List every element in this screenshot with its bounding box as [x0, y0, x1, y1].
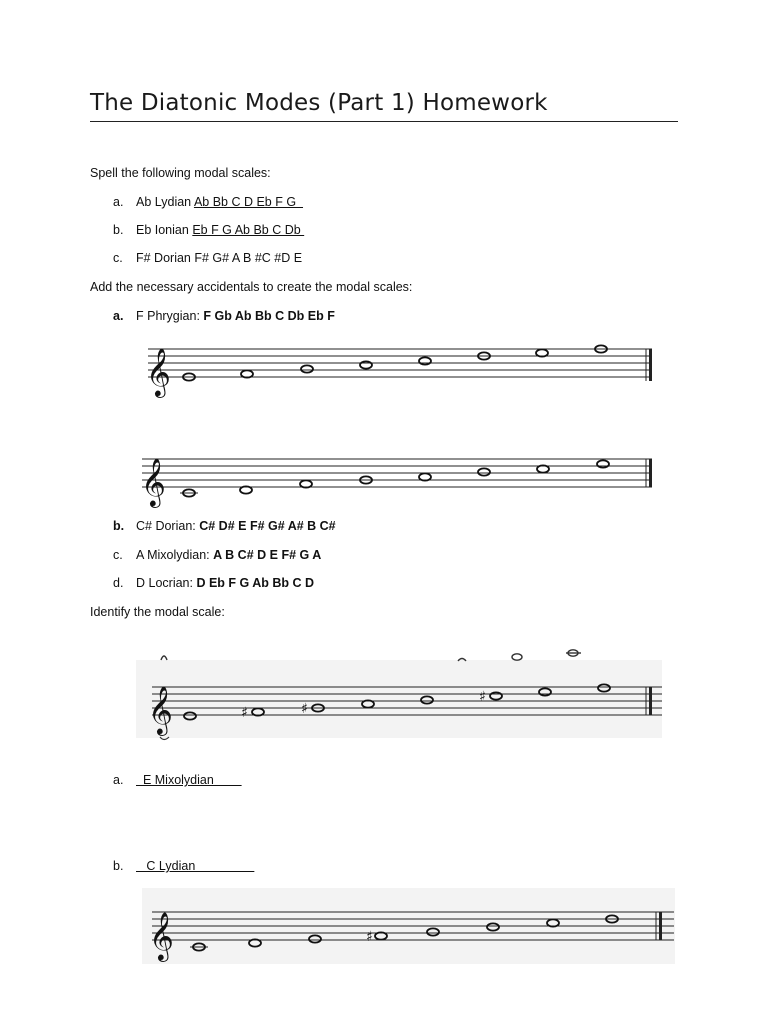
- list-marker: a.: [113, 195, 124, 209]
- page-title: The Diatonic Modes (Part 1) Homework: [90, 90, 548, 116]
- list-marker: a.: [113, 309, 124, 323]
- answer-text: C# D# E F# G# A# B C#: [199, 519, 336, 533]
- section3-prompt: Identify the modal scale:: [90, 605, 225, 619]
- answer-text: F Gb Ab Bb C Db Eb F: [203, 309, 335, 323]
- list-marker: c.: [113, 251, 123, 265]
- mode-name: A Mixolydian:: [136, 548, 210, 562]
- answer-text: F# G# A B #C #D E: [194, 251, 303, 265]
- treble-clef-icon: 𝄞: [146, 347, 171, 396]
- mode-name: Ab Lydian: [136, 195, 192, 209]
- list-marker: c.: [113, 548, 123, 562]
- sharp-icon: ♯: [241, 705, 248, 721]
- answer-text: A B C# D E F# G A: [213, 548, 322, 562]
- list-marker: a.: [113, 773, 124, 787]
- treble-clef-icon: 𝄞: [141, 457, 166, 506]
- sharp-icon: ♯: [479, 689, 486, 705]
- mode-name: D Locrian:: [136, 576, 193, 590]
- list-marker: b.: [113, 223, 124, 237]
- list-marker: b.: [113, 519, 125, 533]
- section2-prompt: Add the necessary accidentals to create the modal scales:: [90, 280, 413, 294]
- answer-text: Eb F G Ab Bb C Db: [192, 223, 305, 237]
- list-marker: b.: [113, 859, 124, 873]
- answer-text: C Lydian: [136, 859, 255, 873]
- mode-name: C# Dorian:: [136, 519, 196, 533]
- section1-prompt: Spell the following modal scales:: [90, 166, 271, 180]
- treble-clef-icon: 𝄞: [149, 911, 174, 960]
- sharp-icon: ♯: [366, 929, 373, 945]
- sharp-icon: ♯: [301, 701, 308, 717]
- mode-name: F# Dorian: [136, 251, 191, 265]
- mode-name: F Phrygian:: [136, 309, 200, 323]
- list-marker: d.: [113, 576, 124, 590]
- mode-name: Eb Ionian: [136, 223, 189, 237]
- answer-text: Ab Bb C D Eb F G: [193, 195, 304, 209]
- answer-text: D Eb F G Ab Bb C D: [196, 576, 315, 590]
- treble-clef-icon: 𝄞: [148, 685, 173, 734]
- answer-text: E Mixolydian: [136, 773, 242, 787]
